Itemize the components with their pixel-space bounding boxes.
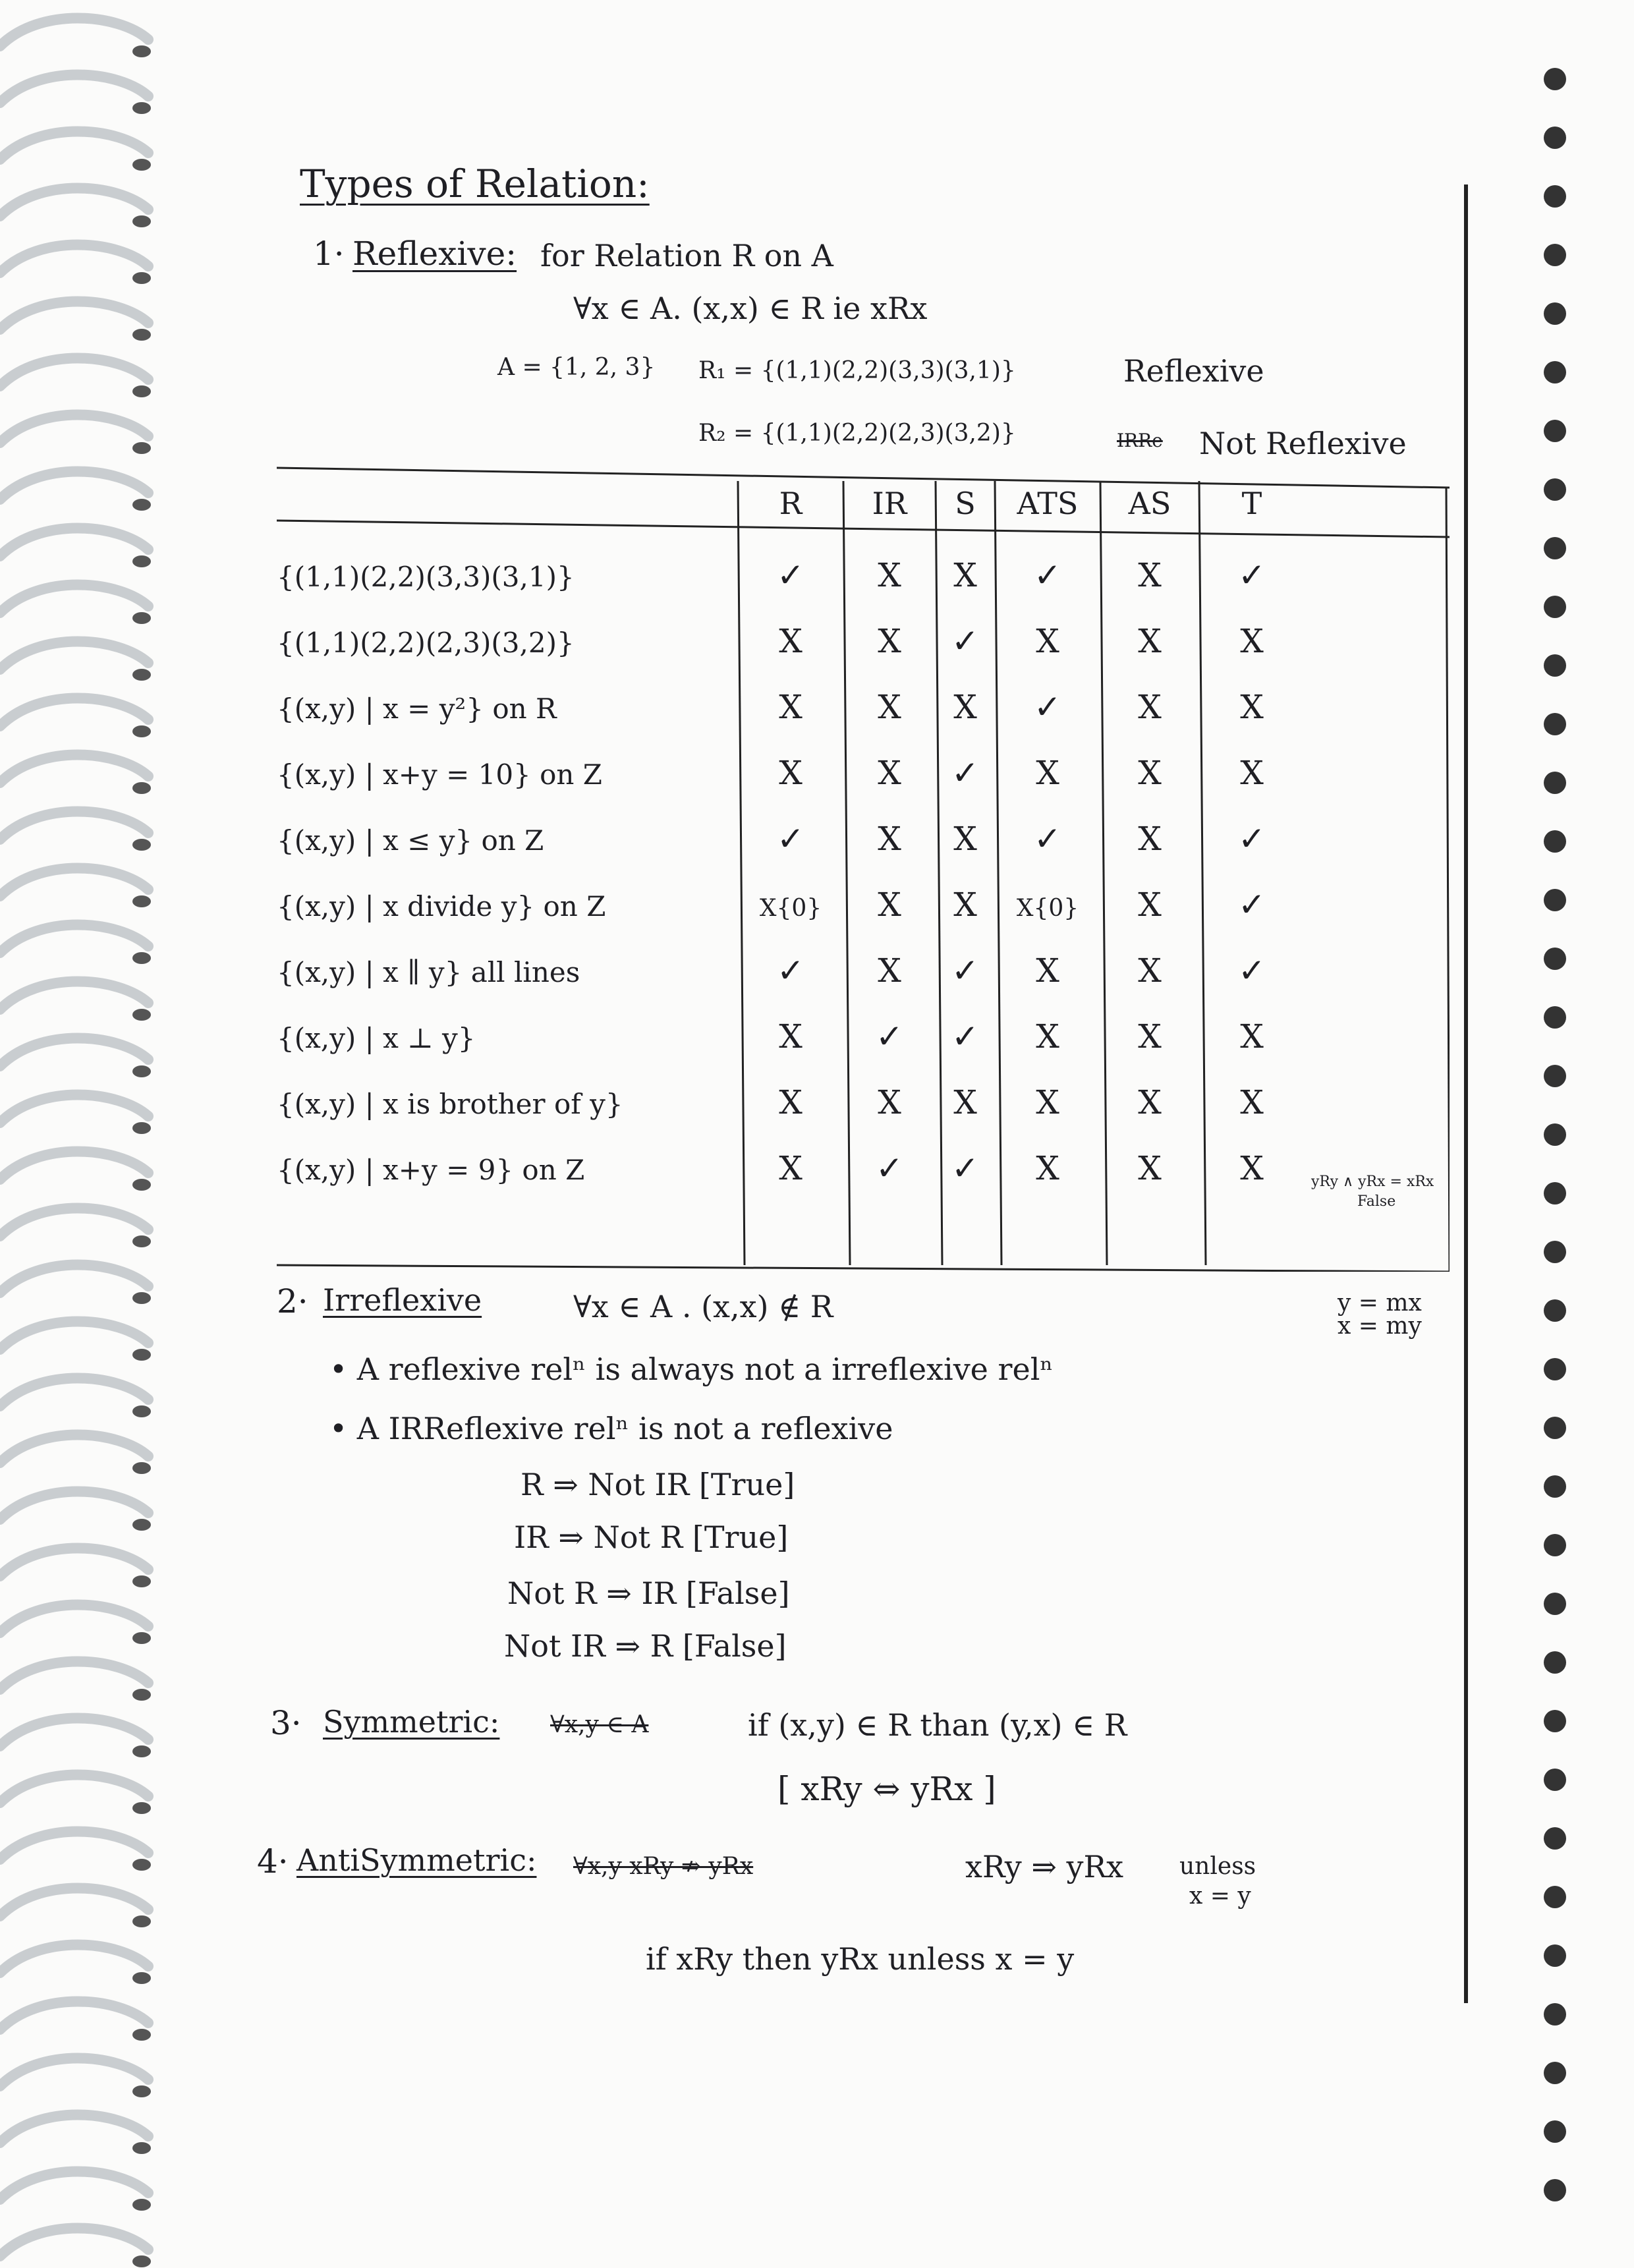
binder-hole — [1544, 713, 1566, 735]
spiral-hole — [132, 442, 151, 454]
spiral-coil — [0, 245, 148, 273]
table-cell: X — [779, 1149, 803, 1187]
spiral-coil — [0, 2228, 148, 2257]
binder-hole — [1544, 2179, 1566, 2201]
table-row-label: {(1,1)(2,2)(3,3)(3,1)} — [277, 561, 575, 593]
table-header-ats: ATS — [1017, 486, 1079, 521]
margin-note-1: y = mx — [1338, 1290, 1422, 1317]
symmetric-definition: if (x,y) ∈ R than (y,x) ∈ R — [748, 1707, 1127, 1743]
irreflexive-title: Irreflexive — [323, 1282, 482, 1318]
spiral-coil — [0, 1662, 148, 1690]
set-a: A = {1, 2, 3} — [497, 354, 656, 381]
table-cell: X — [779, 1017, 803, 1056]
binder-hole — [1544, 1006, 1566, 1029]
binder-hole — [1544, 772, 1566, 794]
table-top-line — [277, 468, 1450, 488]
binder-hole — [1544, 1651, 1566, 1674]
spiral-coil — [0, 1605, 148, 1633]
bullet-1: • A reflexive relⁿ is always not a irreflexive relⁿ — [329, 1351, 1054, 1387]
binder-hole — [1544, 1182, 1566, 1205]
spiral-coil — [0, 1775, 148, 1803]
table-cell: X — [1138, 1017, 1162, 1056]
table-column-separator — [843, 481, 850, 1265]
table-column-separator — [1199, 481, 1206, 1265]
spiral-coil — [0, 1888, 148, 1917]
binder-holes — [1515, 0, 1594, 2268]
spiral-hole — [132, 895, 151, 907]
reflexive-number: 1· — [313, 235, 345, 273]
table-cell: ✓ — [951, 1017, 979, 1056]
table-cell: X — [878, 1083, 901, 1121]
spiral-coil — [0, 1435, 148, 1463]
table-cell: ✓ — [777, 951, 804, 990]
table-bottom-line — [277, 1265, 1450, 1272]
binder-hole — [1544, 1769, 1566, 1791]
spiral-hole — [132, 1632, 151, 1644]
table-cell: ✓ — [951, 754, 979, 792]
binder-hole — [1544, 2120, 1566, 2143]
binder-hole — [1544, 1065, 1566, 1087]
table-row-label: {(x,y) | x = y²} on R — [277, 693, 557, 725]
spiral-coil — [0, 1208, 148, 1237]
spiral-coil — [0, 2058, 148, 2087]
spiral-hole — [132, 1745, 151, 1757]
binder-hole — [1544, 654, 1566, 677]
table-cell: X — [1138, 820, 1162, 858]
antisymmetric-title: AntiSymmetric: — [296, 1842, 537, 1878]
table-cell: ✓ — [1238, 820, 1266, 858]
table-cell: ✓ — [951, 1149, 979, 1187]
spiral-coil — [0, 698, 148, 727]
table-cell: X — [1138, 951, 1162, 990]
spiral-coil — [0, 358, 148, 387]
table-cell: X — [953, 556, 977, 594]
binder-hole — [1544, 948, 1566, 970]
implication-4: Not IR ⇒ R [False] — [504, 1628, 787, 1664]
implication-1: R ⇒ Not IR [True] — [521, 1467, 795, 1502]
spiral-hole — [132, 1292, 151, 1304]
r2-note: Not Reflexive — [1199, 426, 1407, 461]
unless-note: unless — [1179, 1853, 1256, 1880]
spiral-hole — [132, 782, 151, 794]
table-cell: ✓ — [951, 951, 979, 990]
table-cell: X — [1138, 556, 1162, 594]
table-cell: X — [1138, 886, 1162, 924]
table-cell: X — [878, 556, 901, 594]
spiral-hole — [132, 2199, 151, 2211]
table-cell: ✓ — [777, 556, 804, 594]
spiral-hole — [132, 329, 151, 341]
table-cell: X — [1240, 688, 1264, 726]
spiral-coil — [0, 75, 148, 103]
unless-note-2: x = y — [1189, 1883, 1251, 1910]
bullet-1-text: A reflexive relⁿ is always not a irreflexive relⁿ — [356, 1351, 1054, 1387]
spiral-hole — [132, 1065, 151, 1077]
spiral-hole — [132, 159, 151, 171]
table-cell: ✓ — [1034, 688, 1061, 726]
binder-hole — [1544, 68, 1566, 90]
table-side-note-2: False — [1357, 1193, 1396, 1210]
spiral-hole — [132, 1462, 151, 1474]
binder-hole — [1544, 420, 1566, 442]
spiral-hole — [132, 1235, 151, 1247]
binder-hole — [1544, 1299, 1566, 1322]
table-cell: X — [1036, 622, 1059, 660]
table-cell: X — [1036, 754, 1059, 792]
spiral-binding — [0, 0, 165, 2268]
table-cell: X — [878, 820, 901, 858]
binder-hole — [1544, 361, 1566, 383]
binder-hole — [1544, 537, 1566, 559]
binder-hole — [1544, 244, 1566, 266]
spiral-hole — [132, 1575, 151, 1587]
spiral-coil — [0, 1718, 148, 1747]
binder-hole — [1544, 302, 1566, 325]
implication-3: Not R ⇒ IR [False] — [507, 1575, 790, 1611]
binder-hole — [1544, 127, 1566, 149]
table-row-label: {(x,y) | x ≤ y} on Z — [277, 824, 544, 857]
spiral-hole — [132, 1405, 151, 1417]
symmetric-formula: [ xRy ⇔ yRx ] — [777, 1770, 996, 1808]
spiral-hole — [132, 1179, 151, 1191]
page-title: Types of Relation: — [300, 161, 650, 206]
table-row-label: {(x,y) | x is brother of y} — [277, 1088, 623, 1120]
spiral-hole — [132, 2142, 151, 2154]
reflexive-formula: ∀x ∈ A. (x,x) ∈ R ie xRx — [573, 291, 928, 326]
spiral-coil — [0, 2002, 148, 2030]
table-cell: ✓ — [1238, 951, 1266, 990]
table-cell: X — [1036, 951, 1059, 990]
table-row-label: {(x,y) | x+y = 9} on Z — [277, 1154, 585, 1186]
spiral-coil — [0, 982, 148, 1010]
bullet-2: • A IRReflexive relⁿ is not a reflexive — [329, 1411, 893, 1446]
antisymmetric-struck: ∀x,y xRy ⇏ yRx — [573, 1853, 754, 1880]
binder-hole — [1544, 2062, 1566, 2084]
spiral-coil — [0, 528, 148, 557]
binder-hole — [1544, 1358, 1566, 1380]
table-cell: X — [1240, 1083, 1264, 1121]
table-row-label: {(1,1)(2,2)(2,3)(3,2)} — [277, 627, 575, 659]
spiral-coil — [0, 2115, 148, 2143]
table-cell: X — [1036, 1083, 1059, 1121]
table-cell: X — [953, 820, 977, 858]
table-cell: X{0} — [759, 895, 822, 922]
table-cell: ✓ — [1238, 886, 1266, 924]
spiral-hole — [132, 45, 151, 57]
table-cell: ✓ — [777, 820, 804, 858]
table-cell: X — [953, 688, 977, 726]
spiral-hole — [132, 1519, 151, 1531]
table-cell: X — [1138, 1083, 1162, 1121]
table-right-line — [1446, 488, 1450, 1272]
spiral-hole — [132, 2029, 151, 2041]
spiral-coil — [0, 302, 148, 330]
binder-hole — [1544, 1417, 1566, 1439]
table-column-separator — [1100, 481, 1107, 1265]
spiral-coil — [0, 812, 148, 840]
table-cell: X — [953, 886, 977, 924]
table-header-t: T — [1241, 486, 1262, 521]
margin-note-2: x = my — [1338, 1313, 1422, 1340]
table-cell: X — [878, 951, 901, 990]
table-cell: X — [779, 754, 803, 792]
table-cell: X — [878, 754, 901, 792]
r1-note: Reflexive — [1123, 353, 1264, 389]
table-cell: X — [1240, 1017, 1264, 1056]
spiral-coil — [0, 2172, 148, 2200]
binder-hole — [1544, 1534, 1566, 1556]
spiral-coil — [0, 1322, 148, 1350]
table-cell: X — [779, 688, 803, 726]
spiral-hole — [132, 2255, 151, 2267]
table-cell: X — [878, 688, 901, 726]
spiral-hole — [132, 725, 151, 737]
binder-hole — [1544, 889, 1566, 911]
margin-line — [1464, 184, 1468, 2003]
spiral-coil — [0, 1152, 148, 1180]
table-cell: ✓ — [951, 622, 979, 660]
table-cell: X — [1240, 1149, 1264, 1187]
binder-hole — [1544, 1886, 1566, 1908]
table-cell: ✓ — [1238, 556, 1266, 594]
table-cell: ✓ — [876, 1017, 903, 1056]
binder-hole — [1544, 2003, 1566, 2026]
spiral-hole — [132, 102, 151, 114]
spiral-hole — [132, 1802, 151, 1814]
table-column-separator — [995, 481, 1001, 1265]
symmetric-struck: ∀x,y ∈ A — [550, 1711, 649, 1738]
table-cell: X — [878, 622, 901, 660]
spiral-hole — [132, 1859, 151, 1871]
relation-r2: R₂ = {(1,1)(2,2)(2,3)(3,2)} — [698, 420, 1016, 447]
spiral-coil — [0, 755, 148, 783]
spiral-hole — [132, 555, 151, 567]
table-row-label: {(x,y) | x ∥ y} all lines — [277, 956, 580, 988]
table-cell: ✓ — [1034, 556, 1061, 594]
r2-strike: IRRe — [1117, 430, 1163, 451]
table-cell: X — [878, 886, 901, 924]
spiral-hole — [132, 1009, 151, 1021]
table-header-line — [277, 521, 1450, 537]
table-row-label: {(x,y) | x divide y} on Z — [277, 890, 606, 922]
table-header-r: R — [779, 486, 803, 521]
table-header-as: AS — [1128, 486, 1171, 521]
table-cell: X — [1138, 754, 1162, 792]
spiral-hole — [132, 499, 151, 511]
spiral-hole — [132, 1915, 151, 1927]
spiral-coil — [0, 1378, 148, 1407]
spiral-coil — [0, 132, 148, 160]
table-cell: X — [1036, 1149, 1059, 1187]
binder-hole — [1544, 1475, 1566, 1498]
binder-hole — [1544, 596, 1566, 618]
table-cell: X — [1240, 754, 1264, 792]
bullet-2-text: A IRReflexive relⁿ is not a reflexive — [356, 1411, 893, 1446]
spiral-hole — [132, 215, 151, 227]
binder-hole — [1544, 1241, 1566, 1263]
spiral-coil — [0, 1038, 148, 1067]
spiral-coil — [0, 1492, 148, 1520]
antisymmetric-definition: xRy ⇒ yRx — [965, 1849, 1124, 1885]
table-cell: X — [1138, 688, 1162, 726]
table-cell: X — [1138, 1149, 1162, 1187]
binder-hole — [1544, 1593, 1566, 1615]
spiral-coil — [0, 1095, 148, 1123]
spiral-hole — [132, 612, 151, 624]
binder-hole — [1544, 1710, 1566, 1732]
table-row-label: {(x,y) | x+y = 10} on Z — [277, 758, 602, 791]
spiral-coil — [0, 1265, 148, 1293]
spiral-hole — [132, 952, 151, 964]
antisymmetric-number: 4· — [257, 1842, 289, 1881]
symmetric-number: 3· — [270, 1704, 302, 1742]
spiral-hole — [132, 1972, 151, 1984]
table-row-label: {(x,y) | x ⊥ y} — [277, 1022, 476, 1054]
irreflexive-formula: ∀x ∈ A . (x,x) ∉ R — [573, 1289, 833, 1324]
spiral-coil — [0, 642, 148, 670]
spiral-coil — [0, 925, 148, 953]
spiral-coil — [0, 1832, 148, 1860]
reflexive-title: Reflexive: — [352, 235, 517, 273]
spiral-hole — [132, 1122, 151, 1134]
table-cell: ✓ — [876, 1149, 903, 1187]
spiral-hole — [132, 669, 151, 681]
spiral-hole — [132, 272, 151, 284]
spiral-coil — [0, 415, 148, 443]
table-cell: X{0} — [1016, 895, 1079, 922]
spiral-coil — [0, 585, 148, 613]
table-cell: X — [953, 1083, 977, 1121]
spiral-hole — [132, 1349, 151, 1361]
table-header-ir: IR — [872, 486, 907, 521]
binder-hole — [1544, 185, 1566, 208]
table-column-separator — [738, 481, 745, 1265]
binder-hole — [1544, 1944, 1566, 1967]
table-cell: X — [1240, 622, 1264, 660]
table-column-separator — [936, 481, 942, 1265]
spiral-hole — [132, 2085, 151, 2097]
spiral-hole — [132, 1689, 151, 1701]
table-side-note: yRy ∧ yRx = xRx — [1311, 1174, 1434, 1190]
table-cell: X — [779, 622, 803, 660]
spiral-coil — [0, 188, 148, 217]
spiral-hole — [132, 839, 151, 851]
symmetric-title: Symmetric: — [323, 1704, 500, 1740]
table-cell: X — [1138, 622, 1162, 660]
reflexive-definition: for Relation R on A — [540, 238, 833, 273]
spiral-hole — [132, 385, 151, 397]
table-header-s: S — [955, 486, 976, 521]
table-cell: ✓ — [1034, 820, 1061, 858]
relation-r1: R₁ = {(1,1)(2,2)(3,3)(3,1)} — [698, 357, 1016, 384]
binder-hole — [1544, 1827, 1566, 1850]
binder-hole — [1544, 1123, 1566, 1146]
binder-hole — [1544, 478, 1566, 501]
implication-2: IR ⇒ Not R [True] — [514, 1519, 789, 1555]
binder-hole — [1544, 830, 1566, 853]
spiral-coil — [0, 472, 148, 500]
spiral-coil — [0, 868, 148, 897]
table-cell: X — [1036, 1017, 1059, 1056]
table-cell: X — [779, 1083, 803, 1121]
spiral-coil — [0, 18, 148, 47]
antisymmetric-line-2: if xRy then yRx unless x = y — [646, 1941, 1075, 1977]
spiral-coil — [0, 1945, 148, 1973]
relation-table — [277, 455, 1450, 1272]
irreflexive-number: 2· — [277, 1282, 308, 1320]
spiral-coil — [0, 1548, 148, 1577]
